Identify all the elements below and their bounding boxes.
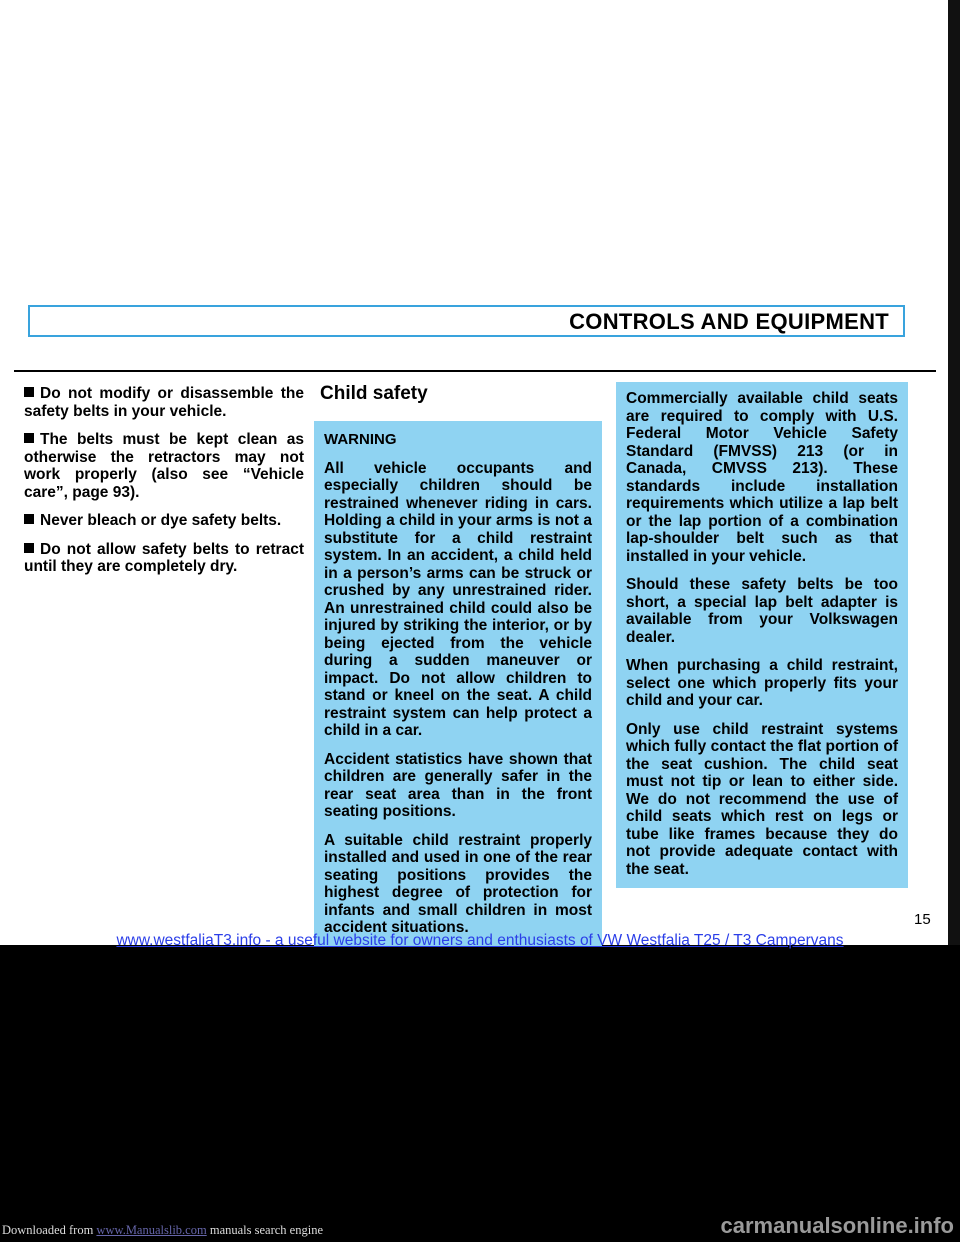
warning-paragraph: Accident statistics have shown that children are generally safer in the rear seat area than in the front seating positions. bbox=[324, 750, 592, 820]
left-column bbox=[24, 385, 304, 587]
footer-website-link[interactable]: www.westfaliaT3.info - a useful website for owners and enthusiasts of VW Westfalia T25 / T3 Campervans bbox=[116, 932, 844, 949]
warning-paragraph: A suitable child restraint properly installed and used in one of the rear seating positions provides the highest degree of protection for infants and small children in most accident situations. bbox=[324, 831, 592, 936]
manualslib-link[interactable]: www.Manualslib.com bbox=[96, 1223, 207, 1237]
credit-suffix: manuals search engine bbox=[206, 1223, 323, 1237]
bullet-item: The belts must be kept clean as otherwise the retractors may not work properly (also see “Vehicle care”, page 93). bbox=[24, 431, 304, 501]
warning-paragraph: All vehicle occupants and especially children should be restrained whenever riding in cars. Holding a child in your arms is not a substitute for a child restraint system. In an accident, a child held in a person’s arms can be struck or crushed by any unrestrained rider. An unrestrained child could also be injured by striking the interior, or by being ejected from the vehicle during a sudden maneuver or impact. Do not allow children to stand or kneel on the seat. A child restraint system can help protect a child in a car. bbox=[324, 459, 592, 739]
header-rule bbox=[14, 370, 936, 372]
page-edge-shadow bbox=[948, 0, 960, 945]
warning-label: WARNING bbox=[324, 431, 397, 448]
info-paragraph: Should these safety belts be too short, a special lap belt adapter is available from your Volkswagen dealer. bbox=[626, 576, 898, 646]
info-box bbox=[616, 382, 908, 888]
warning-box bbox=[314, 421, 602, 947]
bullet-square-icon bbox=[24, 543, 34, 553]
middle-column bbox=[314, 385, 602, 947]
bullet-item: Do not allow safety belts to retract until they are completely dry. bbox=[24, 540, 304, 575]
right-column bbox=[616, 382, 908, 888]
download-credit bbox=[2, 1223, 323, 1238]
bullet-square-icon bbox=[24, 514, 34, 524]
info-paragraph: Only use child restraint systems which fully contact the flat portion of the seat cushion. The child seat must not tip or lean to either side. We do not recommend the use of child seats which rest on legs or tube like frames because they do not provide adequate contact with the seat. bbox=[626, 720, 898, 878]
section-title: Child safety bbox=[320, 383, 428, 404]
page-number: 15 bbox=[914, 911, 931, 928]
credit-prefix: Downloaded from bbox=[2, 1223, 97, 1237]
section-header-box bbox=[28, 305, 905, 337]
bullet-item: Never bleach or dye safety belts. bbox=[24, 512, 304, 530]
watermark-text: carmanualsonline.info bbox=[720, 1213, 954, 1238]
info-paragraph: Commercially available child seats are required to comply with U.S. Federal Motor Vehicle Safety Standard (FMVSS) 213 (or in Canada, CMVSS 213). These standards include installation requirements which utilize a lap belt or the lap portion of a combination lap-shoulder belt such as that installed in your vehicle. bbox=[626, 390, 898, 565]
bullet-square-icon bbox=[24, 387, 34, 397]
info-paragraph: When purchasing a child restraint, select one which properly fits your child and your car. bbox=[626, 657, 898, 709]
bullet-square-icon bbox=[24, 433, 34, 443]
bullet-item: Do not modify or disassemble the safety belts in your vehicle. bbox=[24, 385, 304, 420]
section-header-title: CONTROLS AND EQUIPMENT bbox=[569, 309, 889, 334]
